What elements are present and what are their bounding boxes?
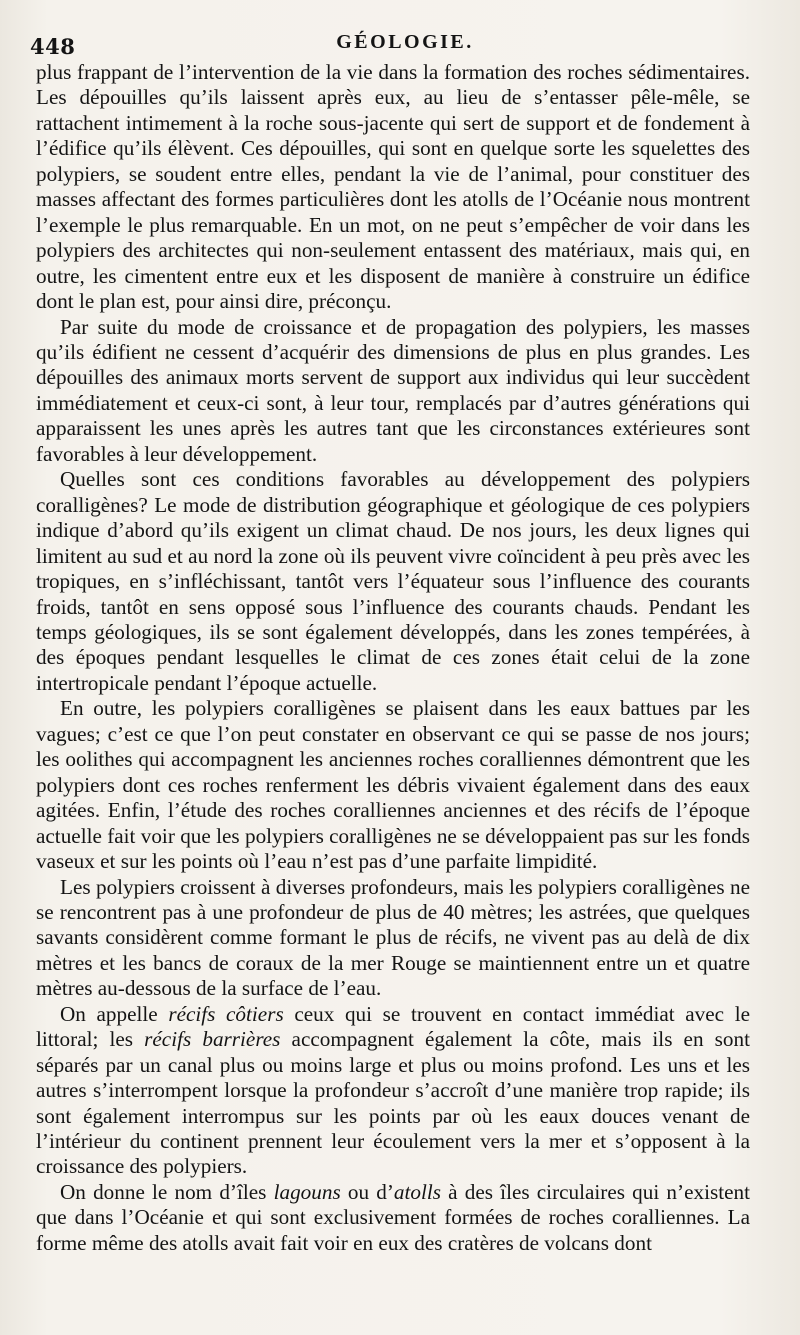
paragraph-4: En outre, les polypiers coralligènes se plaisent dans les eaux battues par les vagues; c’est ce que l’on peut constater en observant ce qui se passe de nos jours; les oolithes qui accompagnent les anciennes roches coralliennes démontrent que les polypiers dont ces roches renferment les débris vivaient également dans des eaux agitées. Enfin, l’étude des roches coralliennes anciennes et des récifs de l’époque actuelle fait voir que les polypiers coralligènes ne se développaient pas sur les fonds vaseux et sur les points où l’eau n’est pas d’une parfaite limpidité. (36, 696, 750, 874)
paragraph-6-text-c: accompagnent également la côte, mais ils en sont séparés par un canal plus ou moins large et plus ou moins profond. Les uns et les autres s’interrompent lorsque la profondeur s’accroît d’une manière trop rapide; ils sont également interrompus sur les points par où les eaux douces venant de l’intérieur du continent prennent leur écoulement vers la mer et s’opposent à la croissance des polypiers. (36, 1027, 750, 1179)
running-title: GÉOLOGIE. (336, 31, 474, 53)
paragraph-6 (36, 1002, 750, 1180)
paragraph-7-text-c: à des îles circulaires qui n’existent que dans l’Océanie et qui sont exclusivement formées de roches coralliennes. La forme même des atolls avait fait voir en eux des cratères de volcans dont (36, 1179, 750, 1255)
paragraph-5: Les polypiers croissent à diverses profondeurs, mais les polypiers coralligènes ne se rencontrent pas à une profondeur de plus de 40 mètres; les astrées, que quelques savants considèrent comme formant le plus de récifs, ne vivent pas au delà de dix mètres et les bancs de coraux de la mer Rouge se maintiennent entre un et quatre mètres au-dessous de la surface de l’eau. (36, 874, 750, 1001)
term-recifs-barrieres: récifs barrières (144, 1027, 281, 1052)
term-atolls: atolls (393, 1179, 441, 1204)
term-recifs-cotiers: récifs côtiers (168, 1001, 284, 1026)
paragraph-3: Quelles sont ces conditions favorables au développement des polypiers coralligènes? Le mode de distribution géographique et géologique de ces polypiers indique d’abord qu’ils exigent un climat chaud. De nos jours, les deux lignes qui limitent au sud et au nord la zone où ils peuvent vivre coïncident à peu près avec les tropiques, en s’infléchissant, tantôt vers l’équateur sous l’influence des courants froids, tantôt en sens opposé sous l’influence des courants chauds. Pendant les temps géologiques, ils se sont également développés, dans les zones tempérées, à des époques pendant lesquelles le climat de ces zones était celui de la zone intertropicale pendant l’époque actuelle. (36, 467, 750, 695)
page-number: 448 (30, 34, 76, 59)
paragraph-7-text-b: ou d’ (340, 1179, 394, 1204)
body-text (36, 60, 750, 1256)
paragraph-7 (36, 1180, 750, 1256)
paragraph-7-text-a: On donne le nom d’îles (60, 1179, 274, 1204)
term-lagouns: lagouns (273, 1179, 341, 1204)
paragraph-6-text-a: On appelle (60, 1001, 169, 1026)
paragraph-1: plus frappant de l’intervention de la vie dans la formation des roches sédimentaires. Les dépouilles qu’ils laissent après eux, au lieu de s’entasser pêle-mêle, se rattachent intimement à la roche sous-jacente qui sert de support et de fondement à l’édifice qu’ils élèvent. Ces dépouilles, qui sont en quelque sorte les squelettes des polypiers, se soudent entre elles, pendant la vie de l’animal, pour constituer des masses affectant des formes particulières dont les atolls de l’Océanie nous montrent l’exemple le plus remarquable. En un mot, on ne peut s’empêcher de voir dans les polypiers des architectes qui non-seulement entassent des matériaux, mais qui, en outre, les cimentent entre eux et les disposent de manière à construire un édifice dont le plan est, pour ainsi dire, préconçu. (36, 60, 750, 314)
paragraph-2: Par suite du mode de croissance et de propagation des polypiers, les masses qu’ils édifient ne cessent d’acquérir des dimensions de plus en plus grandes. Les dépouilles des animaux morts servent de support aux individus qui leur succèdent immédiatement et ceux-ci sont, à leur tour, remplacés par d’autres générations qui apparaissent les unes après les autres tant que les circonstances extérieures sont favorables à leur développement. (36, 314, 750, 466)
paragraph-6-text-b: ceux qui se trouvent en contact immédiat avec le littoral; les (36, 1001, 750, 1052)
